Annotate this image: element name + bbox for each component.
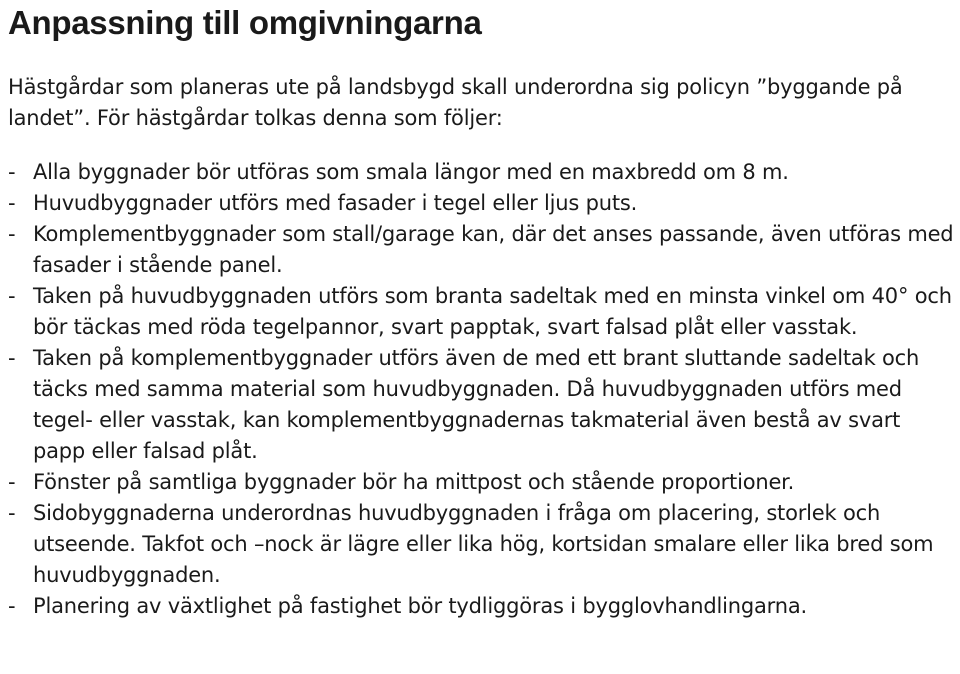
- document-page: [8, 0, 956, 622]
- list-item-text: Sidobyggnaderna underordnas huvudbyggnaden i fråga om placering, storlek och utseende. Takfot och –nock är lägre eller lika hög, kortsidan smalare eller lika bred som huvudbyggnaden.: [33, 501, 934, 587]
- bullet-dash: -: [8, 594, 16, 618]
- intro-paragraph: Hästgårdar som planeras ute på landsbygd skall underordna sig policyn ”byggande på landet”. För hästgårdar tolkas denna som följer:: [8, 75, 903, 130]
- bullet-dash: -: [8, 222, 16, 246]
- bullet-dash: -: [8, 191, 16, 215]
- bullet-dash: -: [8, 160, 16, 184]
- list-item: [8, 591, 956, 622]
- list-item: [8, 157, 956, 188]
- list-item: [8, 219, 956, 281]
- list-item: [8, 498, 956, 591]
- list-item-text: Planering av växtlighet på fastighet bör tydliggöras i bygglovhandlingarna.: [33, 594, 807, 618]
- list-item-text: Fönster på samtliga byggnader bör ha mittpost och stående proportioner.: [33, 470, 795, 494]
- page-title: Anpassning till omgivningarna: [8, 4, 482, 41]
- list-item-text: Alla byggnader bör utföras som smala längor med en maxbredd om 8 m.: [33, 160, 789, 184]
- list-item-text: Taken på komplementbyggnader utförs även de med ett brant sluttande sadeltak och täcks med samma material som huvudbyggnaden. Då huvudbyggnaden utförs med tegel- eller vasstak, kan komplementbyggnadernas takmaterial även bestå av svart papp eller falsad plåt.: [33, 346, 920, 463]
- rules-list: [8, 157, 956, 622]
- list-item: [8, 467, 956, 498]
- list-item-text: Taken på huvudbyggnaden utförs som branta sadeltak med en minsta vinkel om 40° och bör täckas med röda tegelpannor, svart papptak, svart falsad plåt eller vasstak.: [33, 284, 952, 339]
- list-item-text: Huvudbyggnader utförs med fasader i tegel eller ljus puts.: [33, 191, 638, 215]
- list-item-text: Komplementbyggnader som stall/garage kan, där det anses passande, även utföras med fasader i stående panel.: [33, 222, 954, 277]
- bullet-dash: -: [8, 284, 16, 308]
- list-item: [8, 188, 956, 219]
- bullet-dash: -: [8, 346, 16, 370]
- list-item: [8, 281, 956, 343]
- bullet-dash: -: [8, 501, 16, 525]
- list-item: [8, 343, 956, 467]
- bullet-dash: -: [8, 470, 16, 494]
